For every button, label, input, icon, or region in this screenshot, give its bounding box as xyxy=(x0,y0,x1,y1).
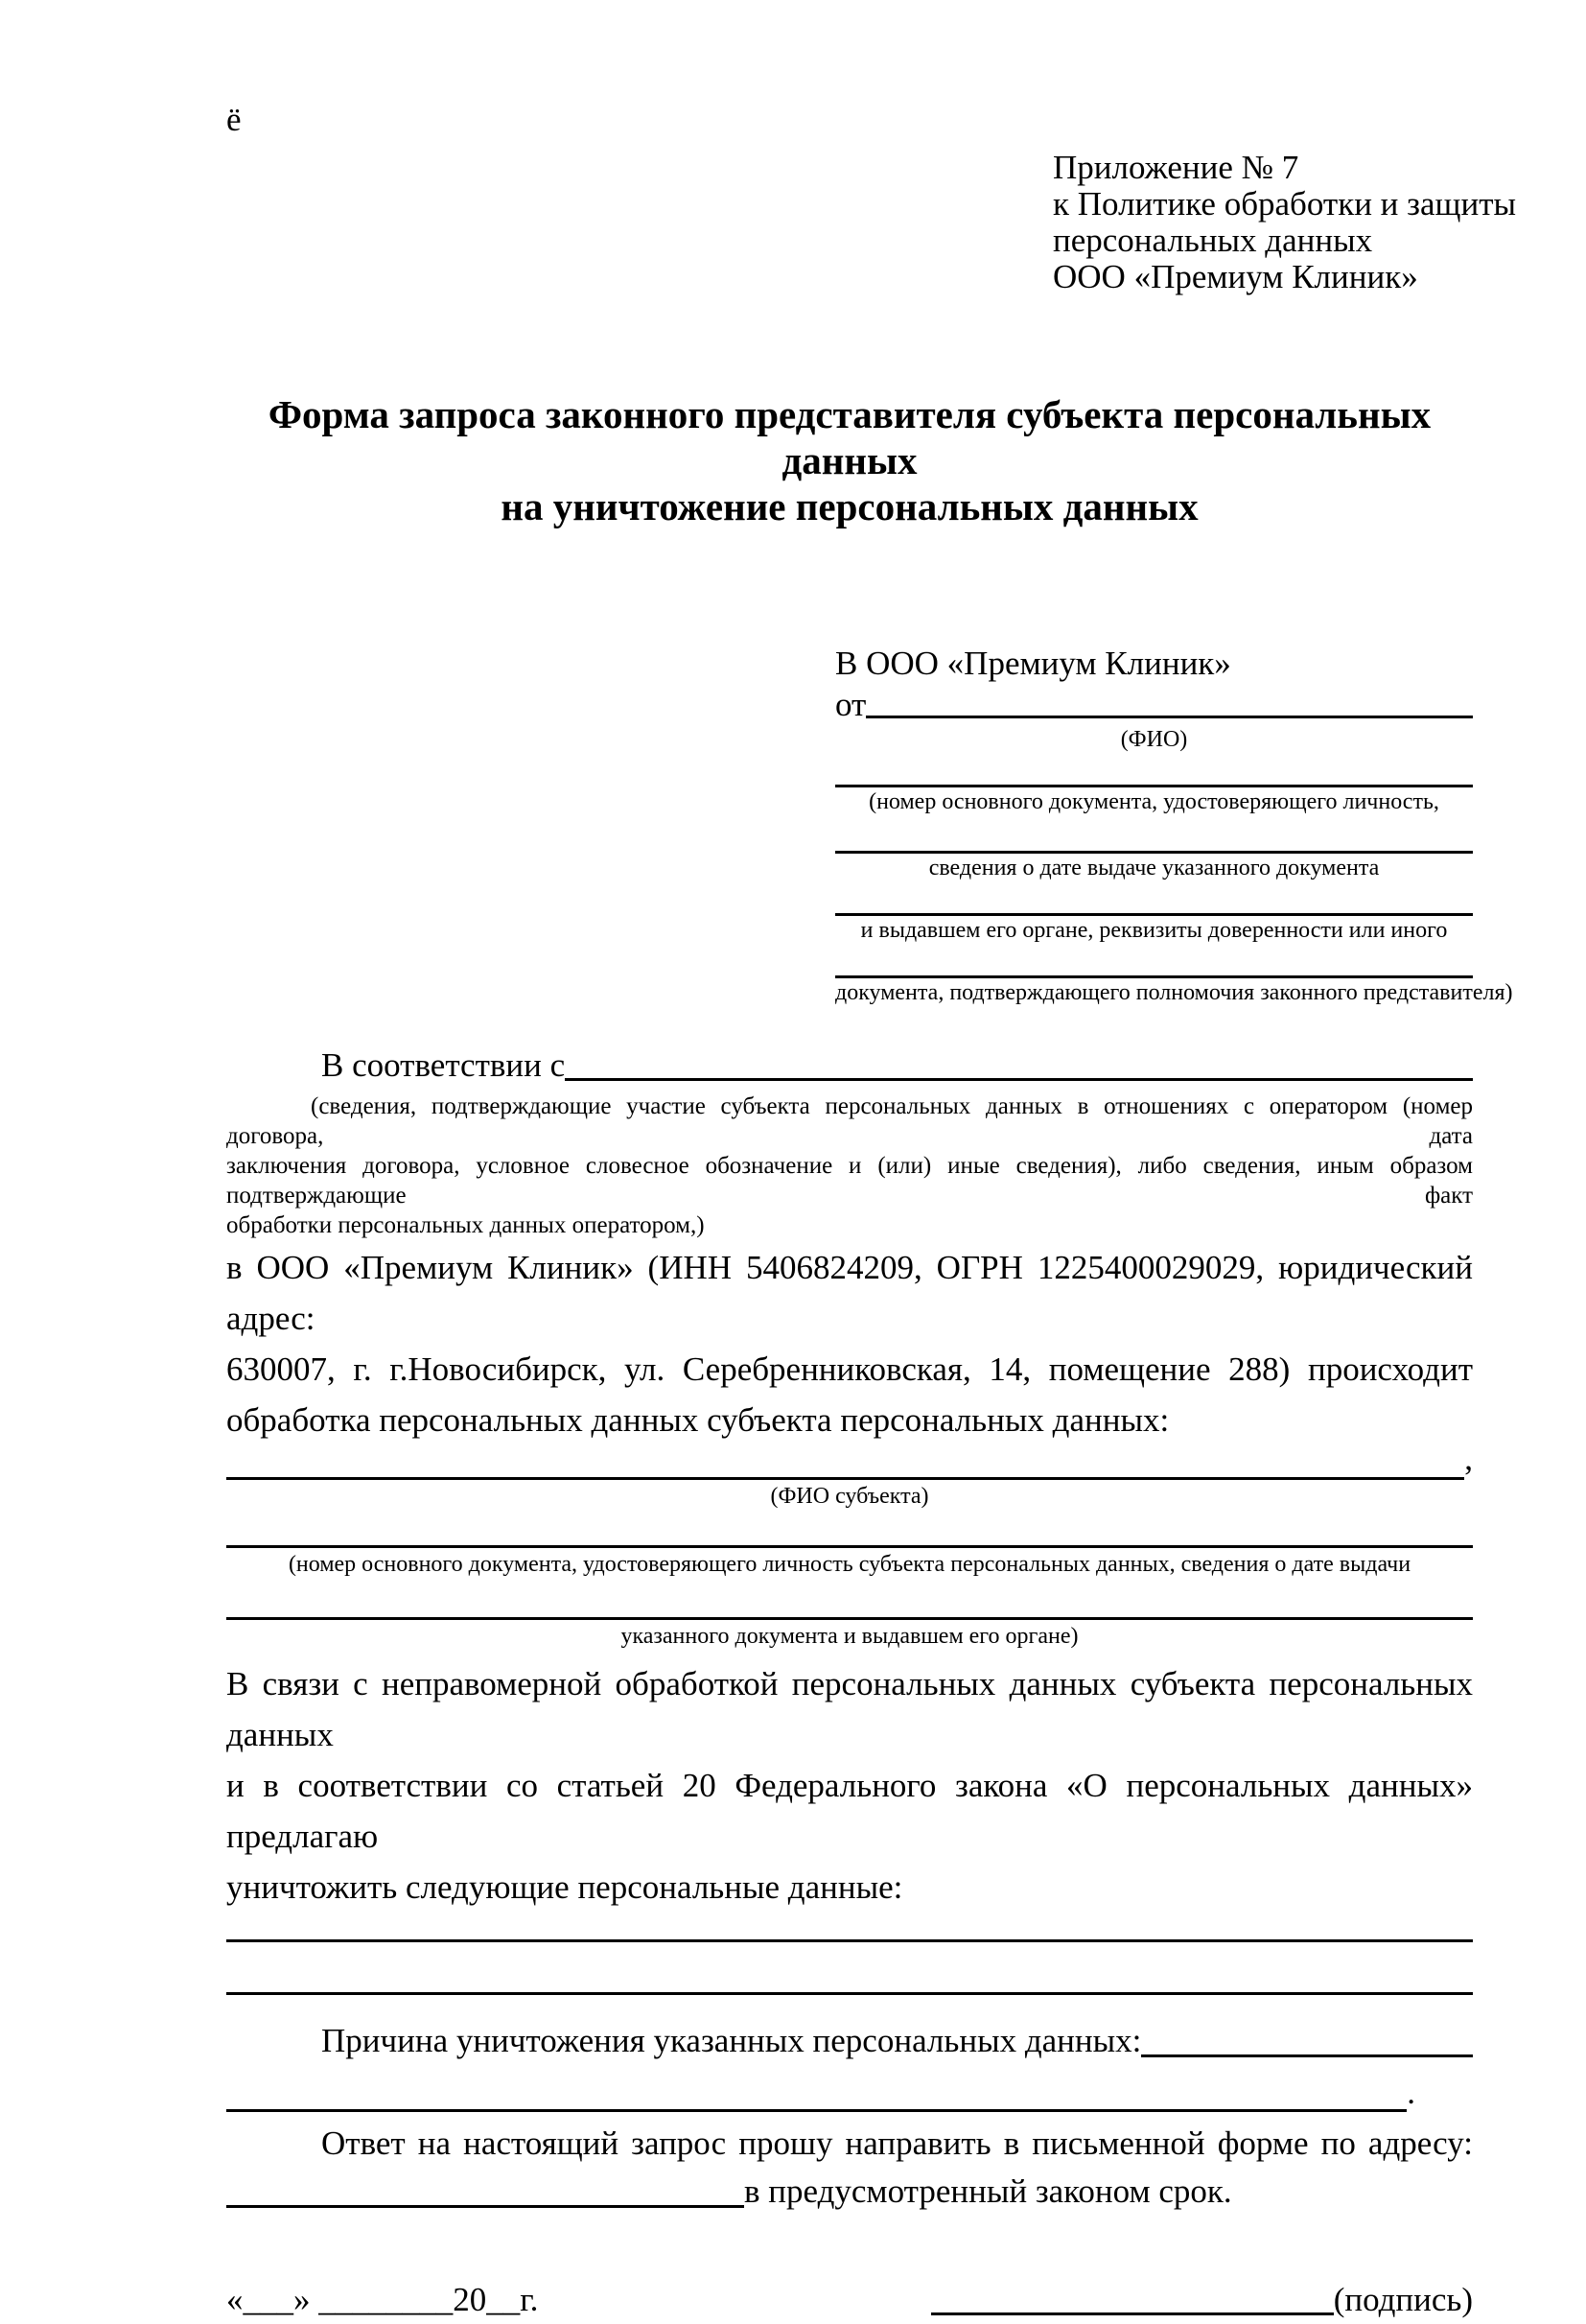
paragraph-line: в ООО «Премиум Клиник» (ИНН 5406824209, ОГРН 1225400029029, юридический адрес: xyxy=(226,1249,1473,1337)
operator-paragraph xyxy=(226,1242,1473,1445)
period-suffix: . xyxy=(1407,2074,1415,2111)
reason-blank-line xyxy=(1141,2018,1473,2057)
footer-spacer xyxy=(538,2276,930,2324)
caption-subject-fio: (ФИО субъекта) xyxy=(770,1484,929,1509)
blank-line xyxy=(835,754,1473,787)
blank-line xyxy=(226,1579,1473,1620)
comma-suffix: , xyxy=(1464,1440,1473,1477)
unlawful-paragraph xyxy=(226,1658,1473,1913)
from-blank-line xyxy=(866,685,1473,718)
date-blank: «___» ________20__г. xyxy=(226,2281,539,2318)
note-line: заключения договора, условное словесное обозначение и (или) иные сведения), либо сведения, иным образом подтверждающие факт xyxy=(226,1153,1473,1209)
note-line: обработки персональных данных оператором,) xyxy=(226,1212,705,1238)
paragraph-line: обработка персональных данных субъекта персональных данных: xyxy=(226,1401,1170,1439)
reply-tail: в предусмотренный законом срок. xyxy=(744,2172,1232,2210)
from-row xyxy=(835,685,1473,725)
paragraph-line: уничтожить следующие персональные данные: xyxy=(226,1868,903,1906)
paragraph-line: и в соответствии со статьей 20 Федерального закона «О персональных данных» предлагаю xyxy=(226,1767,1473,1855)
blank-line xyxy=(835,816,1473,854)
blank-line xyxy=(835,945,1473,978)
blank-line xyxy=(226,1913,1473,1942)
caption-authority-doc: документа, подтверждающего полномочия законного представителя) xyxy=(835,980,1513,1005)
subject-fio-row xyxy=(226,1440,1473,1480)
accordance-blank-line xyxy=(565,1044,1473,1081)
form-title-line-1: Форма запроса законного представителя субъекта персональных данных xyxy=(268,392,1432,482)
appendix-line: ООО «Премиум Клиник» xyxy=(1053,258,1418,295)
reason-continuation-row xyxy=(226,2074,1473,2112)
caption-doc-number: (номер основного документа, удостоверяющего личность, xyxy=(869,789,1439,814)
appendix-header xyxy=(1053,149,1517,295)
appendix-line: персональных данных xyxy=(1053,222,1373,259)
accordance-row xyxy=(226,1044,1473,1088)
caption-issue-date: сведения о дате выдаче указанного документа xyxy=(928,856,1380,880)
caption-issue-org: и выдавшем его органе, реквизиты доверенности или иного xyxy=(860,918,1448,943)
appendix-line: Приложение № 7 xyxy=(1053,149,1299,186)
reply-lead: Ответ на настоящий запрос прошу направить в письменной форме по адресу: xyxy=(321,2124,1473,2162)
paragraph-line: В связи с неправомерной обработкой персональных данных субъекта персональных данных xyxy=(226,1665,1473,1753)
reason-blank-line-2 xyxy=(226,2074,1407,2112)
signature-blank-line xyxy=(931,2276,1334,2315)
reply-address-row xyxy=(226,2169,1473,2215)
appendix-line: к Политике обработки и защиты xyxy=(1053,185,1517,223)
form-title xyxy=(226,391,1473,529)
caption-fio: (ФИО) xyxy=(1120,727,1188,752)
accordance-note xyxy=(226,1092,1473,1240)
caption-signature: (подпись) xyxy=(1333,2281,1473,2318)
paragraph-line: 630007, г. г.Новосибирск, ул. Серебренниковская, 14, помещение 288) происходит xyxy=(226,1350,1473,1388)
reason-lead: Причина уничтожения указанных персональных данных: xyxy=(321,2022,1142,2059)
signature-row xyxy=(226,2276,1473,2324)
reply-address-blank-line xyxy=(226,2169,744,2208)
reason-row xyxy=(226,2018,1473,2064)
caption-subject-doc-1: (номер основного документа, удостоверяющего личность субъекта персональных данных, сведения о дате выдачи xyxy=(288,1552,1411,1577)
stray-char: ё xyxy=(226,101,242,138)
note-line: (сведения, подтверждающие участие субъекта персональных данных в отношениях с оператором (номер договора, дата xyxy=(226,1093,1473,1149)
from-label: от xyxy=(835,686,867,723)
addressee-to: В ООО «Премиум Клиник» xyxy=(835,645,1231,682)
accordance-lead: В соответствии с xyxy=(321,1046,566,1084)
caption-subject-doc-2: указанного документа и выдавшем его органе) xyxy=(620,1624,1079,1649)
subject-fio-blank-line xyxy=(226,1449,1464,1480)
blank-line xyxy=(226,1942,1473,1995)
form-title-line-2: на уничтожение персональных данных xyxy=(501,484,1199,528)
blank-line xyxy=(226,1511,1473,1548)
addressee-block xyxy=(835,643,1513,1007)
blank-line xyxy=(835,882,1473,916)
